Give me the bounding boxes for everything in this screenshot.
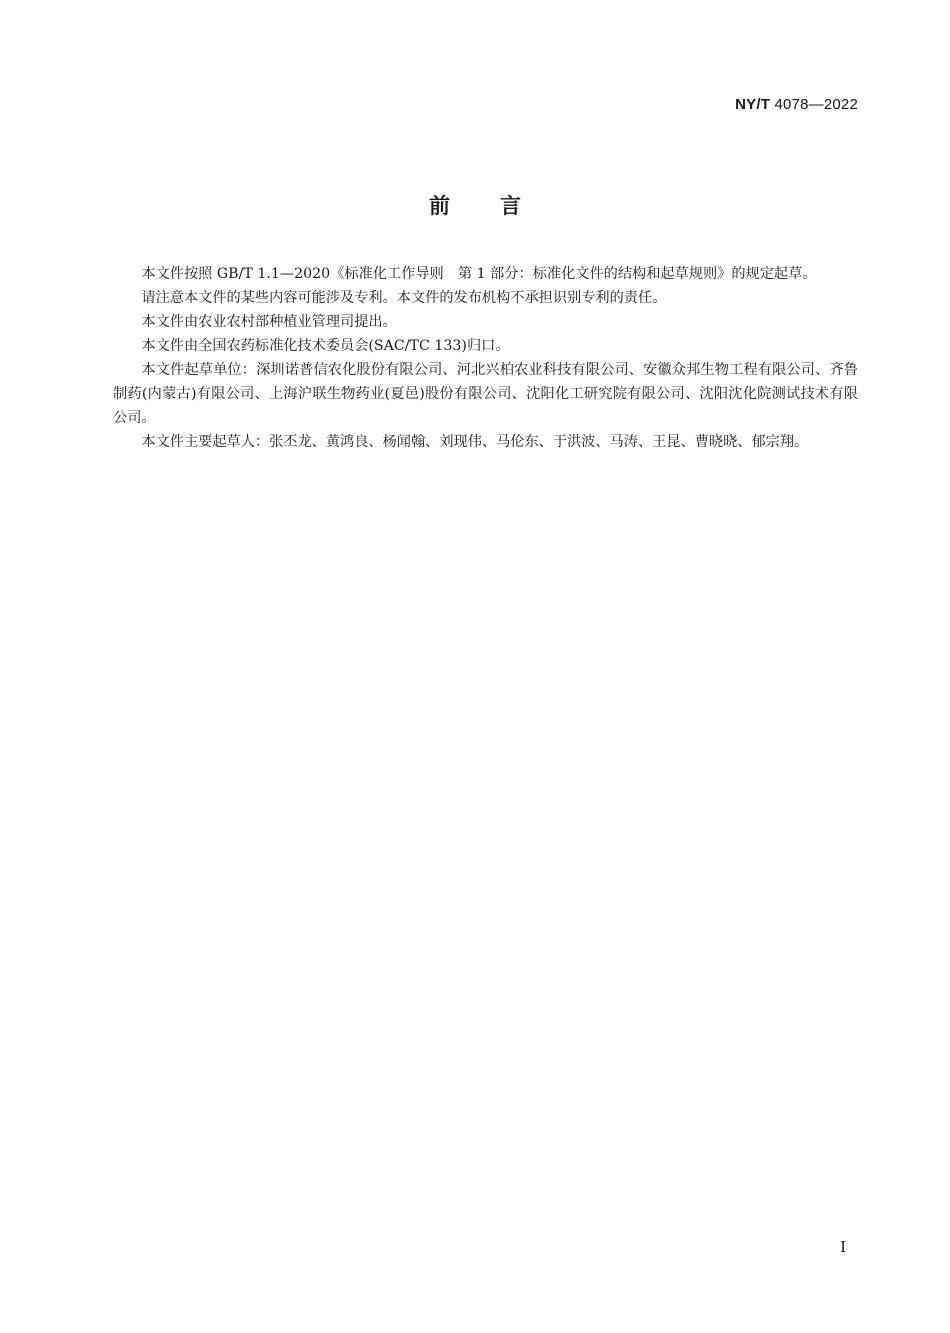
paragraph-drafting-rules: 本文件按照 GB/T 1.1—2020《标准化工作导则 第 1 部分：标准化文件的结构和起草规则》的规定起草。 — [141, 266, 817, 282]
document-code-prefix: NY/T — [735, 96, 771, 113]
paragraph-administrator: 本文件由全国农药标准化技术委员会(SAC/TC 133)归口。 — [141, 338, 510, 354]
document-code-number: 4078—2022 — [774, 96, 858, 113]
page-title: 前言 — [429, 194, 571, 218]
paragraph-drafting-organizations: 本文件起草单位：深圳诺普信农化股份有限公司、河北兴柏农业科技有限公司、安徽众邦生物工程有限公司、齐鲁制药(内蒙古)有限公司、上海沪联生物药业(夏邑)股份有限公司、沈阳化工研究院有限公司、沈阳沈化院测试技术有限公司。 — [113, 362, 858, 426]
paragraph-proposer: 本文件由农业农村部种植业管理司提出。 — [141, 314, 397, 330]
paragraph-main-drafters: 本文件主要起草人：张丕龙、黄鸿良、杨闻翰、刘现伟、马伦东、于洪波、马涛、王昆、曹晓晓、郁宗翔。 — [141, 434, 809, 450]
document-code — [735, 96, 858, 113]
preface-body — [113, 262, 858, 454]
page-number: I — [840, 1238, 846, 1256]
paragraph-patent-notice: 请注意本文件的某些内容可能涉及专利。本文件的发布机构不承担识别专利的责任。 — [141, 290, 667, 306]
